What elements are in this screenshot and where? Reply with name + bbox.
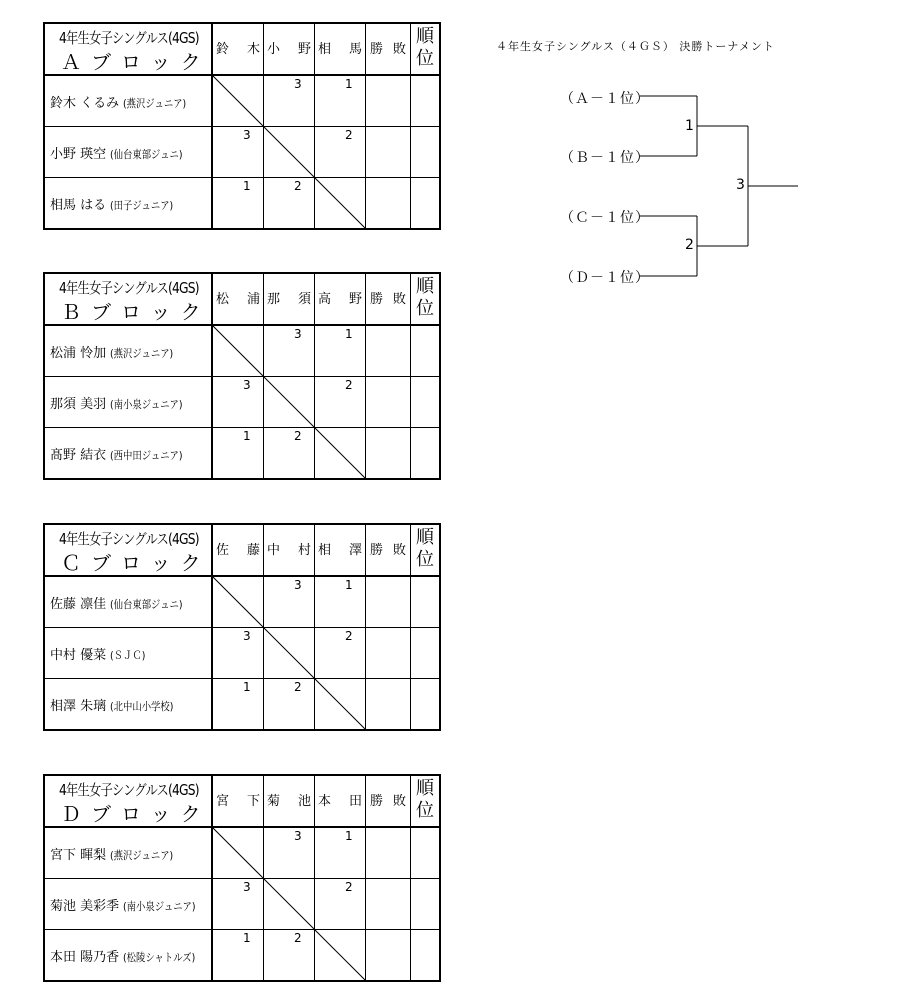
rank-label: 順 位 xyxy=(416,778,434,821)
score-cell xyxy=(264,930,315,982)
player-row xyxy=(44,127,440,178)
tournament-bracket xyxy=(640,80,820,300)
seed-d: （Ｄ－１位） xyxy=(560,270,650,286)
opponent-header xyxy=(315,23,366,75)
win-loss-cell xyxy=(366,679,411,731)
match-number: 3 xyxy=(243,378,251,392)
player-row xyxy=(44,428,440,480)
opponent-label: 那 須 xyxy=(267,292,311,307)
opponent-label: 松 浦 xyxy=(216,292,260,307)
player-club: (南小泉ジュニア) xyxy=(110,398,183,411)
win-loss-label: 勝敗 xyxy=(370,42,406,57)
player-name: 相澤 朱璃 xyxy=(50,699,111,714)
match-number: 3 xyxy=(243,629,251,643)
block-a-table xyxy=(43,22,441,230)
score-cell xyxy=(315,879,366,930)
player-club: (燕沢ジュニア) xyxy=(110,849,174,862)
player-row xyxy=(44,325,440,377)
self-match-cell xyxy=(212,827,264,879)
player-row xyxy=(44,628,440,679)
match-number: 1 xyxy=(243,931,251,945)
block-title-top: 4年生女子シングルス(4GS) xyxy=(59,781,199,799)
score-cell xyxy=(315,827,366,879)
player-name: 菊池 美彩季 xyxy=(50,899,124,914)
player-row xyxy=(44,377,440,428)
match-number-3: 3 xyxy=(736,177,745,193)
match-number-2: 2 xyxy=(685,237,694,253)
block-title-cell xyxy=(44,23,212,75)
score-cell xyxy=(212,879,264,930)
rank-cell xyxy=(411,879,441,930)
match-number: 1 xyxy=(243,429,251,443)
player-name: 髙野 結衣 xyxy=(50,448,111,463)
player-club: (田子ジュニア) xyxy=(110,199,174,212)
opponent-header xyxy=(264,273,315,325)
opponent-label: 相 澤 xyxy=(318,543,362,558)
rank-header xyxy=(411,23,441,75)
win-loss-cell xyxy=(366,879,411,930)
match-number: 2 xyxy=(345,629,353,643)
match-number: 1 xyxy=(243,179,251,193)
player-club: (西中田ジュニア) xyxy=(110,449,183,462)
rank-cell xyxy=(411,827,441,879)
match-number: 1 xyxy=(345,77,353,91)
rank-cell xyxy=(411,127,441,178)
self-match-cell xyxy=(212,325,264,377)
player-name-cell xyxy=(44,879,212,930)
player-name: 小野 瑛空 xyxy=(50,147,111,162)
score-cell xyxy=(315,377,366,428)
rank-cell xyxy=(411,576,441,628)
opponent-header xyxy=(212,775,264,827)
opponent-label: 高 野 xyxy=(318,292,362,307)
score-cell xyxy=(212,127,264,178)
player-name-cell xyxy=(44,75,212,127)
seed-b: （Ｂ－１位） xyxy=(560,150,650,166)
opponent-header xyxy=(315,273,366,325)
score-cell xyxy=(264,827,315,879)
player-club: (松陵シャトルズ) xyxy=(123,951,196,964)
rank-label: 順 位 xyxy=(416,26,434,69)
match-number: 1 xyxy=(345,327,353,341)
opponent-label: 本 田 xyxy=(318,794,362,809)
win-loss-label: 勝敗 xyxy=(370,794,406,809)
player-name-cell xyxy=(44,127,212,178)
player-club: (仙台東部ジュニ) xyxy=(110,598,183,611)
win-loss-cell xyxy=(366,377,411,428)
score-cell xyxy=(264,75,315,127)
score-cell xyxy=(264,325,315,377)
opponent-header xyxy=(264,524,315,576)
player-club: (燕沢ジュニア) xyxy=(123,97,187,110)
score-cell xyxy=(212,930,264,982)
rank-cell xyxy=(411,75,441,127)
player-name-cell xyxy=(44,576,212,628)
match-number: 2 xyxy=(345,378,353,392)
block-title-bottom: Ｃブロック xyxy=(61,551,211,575)
player-name-cell xyxy=(44,325,212,377)
score-cell xyxy=(315,628,366,679)
win-loss-header xyxy=(366,775,411,827)
match-number: 2 xyxy=(345,128,353,142)
player-name-cell xyxy=(44,930,212,982)
win-loss-label: 勝敗 xyxy=(370,292,406,307)
opponent-header xyxy=(264,23,315,75)
opponent-header xyxy=(315,524,366,576)
win-loss-cell xyxy=(366,325,411,377)
block-title-top: 4年生女子シングルス(4GS) xyxy=(59,530,199,548)
match-number: 3 xyxy=(243,128,251,142)
score-cell xyxy=(212,178,264,230)
self-match-cell xyxy=(315,178,366,230)
match-number: 2 xyxy=(294,680,302,694)
rank-cell xyxy=(411,325,441,377)
win-loss-header xyxy=(366,524,411,576)
opponent-label: 菊 池 xyxy=(267,794,311,809)
player-name: 相馬 はる xyxy=(50,198,111,213)
self-match-cell xyxy=(264,879,315,930)
match-number: 3 xyxy=(294,829,302,843)
self-match-cell xyxy=(264,377,315,428)
win-loss-cell xyxy=(366,576,411,628)
match-number: 3 xyxy=(243,880,251,894)
opponent-header xyxy=(264,775,315,827)
score-cell xyxy=(212,628,264,679)
rank-label: 順 位 xyxy=(416,276,434,319)
player-name: 那須 美羽 xyxy=(50,397,111,412)
self-match-cell xyxy=(264,127,315,178)
opponent-label: 相 馬 xyxy=(318,42,362,57)
final-tournament-title: ４年生女子シングルス（４ＧＳ） 決勝トーナメント xyxy=(496,40,775,53)
block-title-bottom: Ａブロック xyxy=(61,50,211,74)
match-number: 3 xyxy=(294,77,302,91)
player-name-cell xyxy=(44,679,212,731)
rank-cell xyxy=(411,178,441,230)
opponent-header xyxy=(212,23,264,75)
block-title-cell xyxy=(44,524,212,576)
player-club: (ＳＪＣ) xyxy=(110,649,146,662)
match-number: 2 xyxy=(345,880,353,894)
seed-c: （Ｃ－１位） xyxy=(560,210,650,226)
player-row xyxy=(44,178,440,230)
match-number: 3 xyxy=(294,327,302,341)
win-loss-cell xyxy=(366,178,411,230)
player-name-cell xyxy=(44,428,212,480)
win-loss-header xyxy=(366,23,411,75)
win-loss-cell xyxy=(366,127,411,178)
opponent-label: 小 野 xyxy=(267,42,311,57)
block-title-cell xyxy=(44,273,212,325)
self-match-cell xyxy=(315,679,366,731)
opponent-label: 中 村 xyxy=(267,543,311,558)
win-loss-label: 勝敗 xyxy=(370,543,406,558)
match-number: 3 xyxy=(294,578,302,592)
player-club: (燕沢ジュニア) xyxy=(110,347,174,360)
opponent-header xyxy=(212,273,264,325)
player-name: 鈴木 くるみ xyxy=(50,96,124,111)
player-name-cell xyxy=(44,377,212,428)
score-cell xyxy=(212,428,264,480)
opponent-header xyxy=(212,524,264,576)
block-title-cell xyxy=(44,775,212,827)
score-cell xyxy=(315,325,366,377)
player-club: (北中山小学校) xyxy=(110,700,174,713)
win-loss-cell xyxy=(366,428,411,480)
player-row xyxy=(44,827,440,879)
score-cell xyxy=(264,679,315,731)
score-cell xyxy=(212,679,264,731)
match-number: 2 xyxy=(294,429,302,443)
player-row xyxy=(44,75,440,127)
rank-cell xyxy=(411,377,441,428)
player-name-cell xyxy=(44,178,212,230)
player-name: 宮下 暉梨 xyxy=(50,848,111,863)
rank-header xyxy=(411,775,441,827)
match-number: 1 xyxy=(345,829,353,843)
self-match-cell xyxy=(212,75,264,127)
match-number-1: 1 xyxy=(685,118,694,134)
seed-a: （Ａ－１位） xyxy=(560,91,650,107)
player-name: 松浦 怜加 xyxy=(50,346,111,361)
player-row xyxy=(44,879,440,930)
score-cell xyxy=(315,576,366,628)
opponent-label: 宮 下 xyxy=(216,794,260,809)
match-number: 2 xyxy=(294,179,302,193)
score-cell xyxy=(264,428,315,480)
rank-header xyxy=(411,524,441,576)
opponent-header xyxy=(315,775,366,827)
player-row xyxy=(44,679,440,731)
self-match-cell xyxy=(212,576,264,628)
win-loss-cell xyxy=(366,930,411,982)
win-loss-cell xyxy=(366,628,411,679)
win-loss-header xyxy=(366,273,411,325)
rank-cell xyxy=(411,930,441,982)
match-number: 1 xyxy=(345,578,353,592)
rank-cell xyxy=(411,428,441,480)
score-cell xyxy=(315,75,366,127)
block-title-top: 4年生女子シングルス(4GS) xyxy=(59,279,199,297)
score-cell xyxy=(264,178,315,230)
player-name: 中村 優菜 xyxy=(50,648,111,663)
player-row xyxy=(44,576,440,628)
rank-cell xyxy=(411,628,441,679)
block-b-table xyxy=(43,272,441,480)
player-name: 本田 陽乃香 xyxy=(50,950,124,965)
match-number: 2 xyxy=(294,931,302,945)
player-row xyxy=(44,930,440,982)
rank-label: 順 位 xyxy=(416,527,434,570)
rank-cell xyxy=(411,679,441,731)
self-match-cell xyxy=(264,628,315,679)
win-loss-cell xyxy=(366,75,411,127)
block-title-bottom: Ｂブロック xyxy=(61,300,211,324)
player-club: (仙台東部ジュニ) xyxy=(110,148,183,161)
block-title-bottom: Ｄブロック xyxy=(61,802,211,826)
rank-header xyxy=(411,273,441,325)
player-name-cell xyxy=(44,628,212,679)
player-name: 佐藤 凛佳 xyxy=(50,597,111,612)
opponent-label: 鈴 木 xyxy=(216,42,260,57)
block-title-top: 4年生女子シングルス(4GS) xyxy=(59,29,199,47)
score-cell xyxy=(212,377,264,428)
match-number: 1 xyxy=(243,680,251,694)
block-c-table xyxy=(43,523,441,731)
score-cell xyxy=(264,576,315,628)
opponent-label: 佐 藤 xyxy=(216,543,260,558)
block-d-table xyxy=(43,774,441,982)
self-match-cell xyxy=(315,428,366,480)
self-match-cell xyxy=(315,930,366,982)
player-club: (南小泉ジュニア) xyxy=(123,900,196,913)
player-name-cell xyxy=(44,827,212,879)
score-cell xyxy=(315,127,366,178)
win-loss-cell xyxy=(366,827,411,879)
